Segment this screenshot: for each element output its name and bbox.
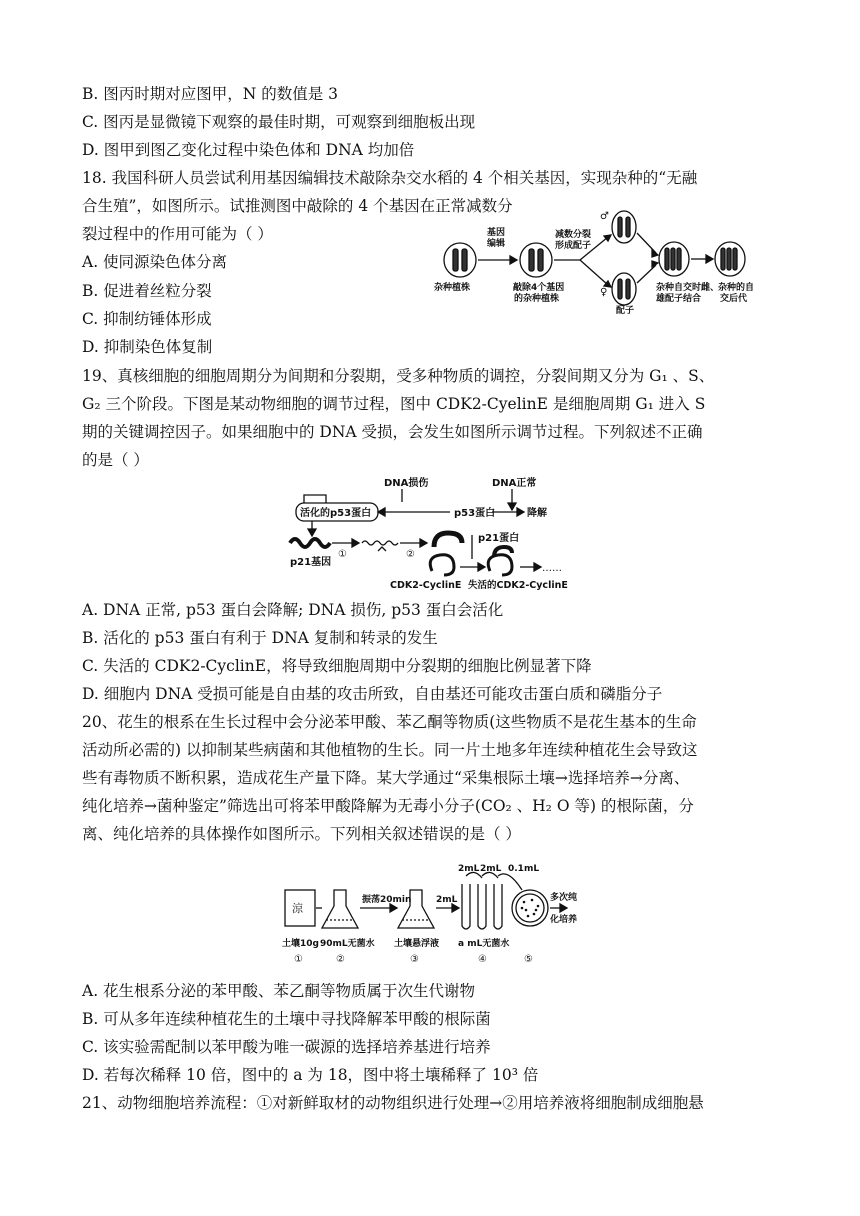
label-multi-2: 化培养 [550, 915, 578, 925]
label-dna-damage: DNA损伤 [384, 478, 429, 489]
label-suspension: 土壤悬浮液 [394, 939, 440, 949]
label-a-water: a mL无菌水 [458, 939, 510, 949]
q20-stem-line4: 纯化培养→菌种鉴定”筛选出可将苯甲酸降解为无毒小分子(CO₂ 、H₂ O 等) 的根际菌，分 [82, 797, 694, 815]
q17-option-c: C. 图丙是显微镜下观察的最佳时期，可观察到细胞板出现 [82, 113, 476, 131]
apomixis-diagram [430, 205, 760, 317]
q21-stem-line1: 21、动物细胞培养流程：①对新鲜取材的动物组织进行处理→②用培养液将细胞制成细胞悬 [82, 1094, 704, 1112]
q20-option-c: C. 该实验需配制以苯甲酸为唯一碳源的选择培养基进行培养 [82, 1038, 491, 1056]
label-knockout-1: 敲除4个基因 [513, 283, 565, 293]
label-2ml-c: 2mL [436, 895, 458, 905]
female-symbol: ♀ [600, 287, 608, 298]
q19-stem-line1: 19、真核细胞的细胞周期分为间期和分裂期，受多种物质的调控，分裂间期又分为 G₁ 、S、 [82, 367, 715, 385]
q18-option-a: A. 使同源染色体分离 [82, 253, 228, 271]
q20-option-d: D. 若每次稀释 10 倍，图中的 a 为 18，图中将土壤稀释了 10³ 倍 [82, 1066, 539, 1084]
q17-option-b: B. 图丙时期对应图甲，N 的数值是 3 [82, 85, 339, 103]
label-p21-protein: p21蛋白 [478, 533, 520, 544]
label-meiosis-1: 减数分裂 [555, 230, 592, 240]
label-cdk: CDK2-CyclinE [390, 580, 462, 591]
label-edit-1: 基因 [487, 228, 506, 238]
label-inactive-cdk: 失活的CDK2-CyclinE [468, 580, 568, 591]
label-gamete: 配子 [616, 306, 635, 316]
label-n1: ① [294, 954, 303, 965]
q19-stem-line4: 的是（ ） [82, 451, 149, 469]
q18-stem-line1: 18. 我国科研人员尝试利用基因编辑技术敲除杂交水稻的 4 个相关基因，实现杂种的“无融 [82, 169, 698, 187]
label-n5: ⑤ [524, 954, 533, 965]
q19-option-b: B. 活化的 p53 蛋白有利于 DNA 复制和转录的发生 [82, 629, 438, 647]
label-selfing-2: 雄配子结合 [656, 294, 702, 304]
label-p53: p53蛋白 [454, 508, 496, 519]
q20-stem-line3: 些有毒物质不断积累，造成花生产量下降。某大学通过“采集根际土壤→选择培养→分离、 [82, 769, 690, 787]
q19-option-a: A. DNA 正常, p53 蛋白会降解; DNA 损伤, p53 蛋白会活化 [82, 601, 504, 619]
q20-stem-line5: 离、纯化培养的具体操作如图所示。下列相关叙述错误的是（ ） [82, 825, 521, 843]
label-n4: ④ [478, 954, 487, 965]
q20-stem-line1: 20、花生的根系在生长过程中会分泌苯甲酸、苯乙酮等物质(这些物质不是花生基本的生命 [82, 713, 697, 731]
label-hybrid: 杂种植株 [434, 283, 471, 293]
label-edit-2: 编辑 [487, 239, 506, 249]
q17-option-d: D. 图甲到图乙变化过程中染色体和 DNA 均加倍 [82, 141, 415, 159]
q19-option-d: D. 细胞内 DNA 受损可能是自由基的攻击所致，自由基还可能攻击蛋白质和磷脂分子 [82, 685, 663, 703]
label-shake: 振荡20min [362, 895, 412, 905]
label-step2: ② [406, 549, 415, 560]
label-offspring-1: 杂种的自 [718, 283, 755, 293]
isolation-procedure-diagram [282, 862, 582, 974]
label-01ml: 0.1mL [508, 864, 540, 874]
label-2ml-a: 2mL [458, 864, 480, 874]
q18-option-c: C. 抑制纺锤体形成 [82, 310, 212, 328]
label-soil: 土壤10g [282, 939, 319, 949]
label-knockout-2: 的杂种植株 [514, 294, 560, 304]
q19-stem-line2: G₂ 三个阶段。下图是某动物细胞的调节过程，图中 CDK2-CyelinE 是细胞周期 G₁ 进入 S [82, 395, 706, 413]
label-selfing-1: 杂种自交时雌、 [656, 283, 720, 293]
label-soil-box: 涼 [292, 902, 303, 915]
label-step1: ① [338, 549, 347, 560]
q18-option-d: D. 抑制染色体复制 [82, 338, 213, 356]
label-2ml-b: 2mL [480, 864, 502, 874]
q20-option-b: B. 可从多年连续种植花生的土壤中寻找降解苯甲酸的根际菌 [82, 1010, 491, 1028]
q20-stem-line2: 活动所必需的) 以抑制某些病菌和其他植物的生长。同一片土地多年连续种植花生会导致这 [82, 741, 698, 759]
q18-stem-line3: 裂过程中的作用可能为（ ） [82, 225, 273, 243]
label-active-p53: 活化的p53蛋白 [300, 508, 372, 519]
label-degrade: 降解 [527, 508, 547, 519]
label-n3: ③ [410, 954, 419, 965]
label-meiosis-2: 形成配子 [555, 241, 592, 251]
label-dots: …… [542, 563, 562, 574]
label-offspring-2: 交后代 [720, 294, 748, 304]
q19-option-c: C. 失活的 CDK2-CyclinE，将导致细胞周期中分裂期的细胞比例显著下降 [82, 657, 592, 675]
label-n2: ② [336, 954, 345, 965]
q20-option-a: A. 花生根系分泌的苯甲酸、苯乙酮等物质属于次生代谢物 [82, 982, 476, 1000]
p53-regulation-diagram [282, 475, 592, 593]
q18-option-b: B. 促进着丝粒分裂 [82, 282, 212, 300]
label-multi-1: 多次纯 [550, 893, 578, 903]
label-water90: 90mL无菌水 [320, 939, 375, 949]
label-p21-gene: p21基因 [290, 557, 332, 568]
label-dna-normal: DNA正常 [492, 478, 537, 489]
male-symbol: ♂ [600, 211, 609, 222]
q18-stem-line2: 合生殖”，如图所示。试推测图中敲除的 4 个基因在正常减数分 [82, 197, 513, 215]
q19-stem-line3: 期的关键调控因子。如果细胞中的 DNA 受损，会发生如图所示调节过程。下列叙述不正确 [82, 423, 703, 441]
